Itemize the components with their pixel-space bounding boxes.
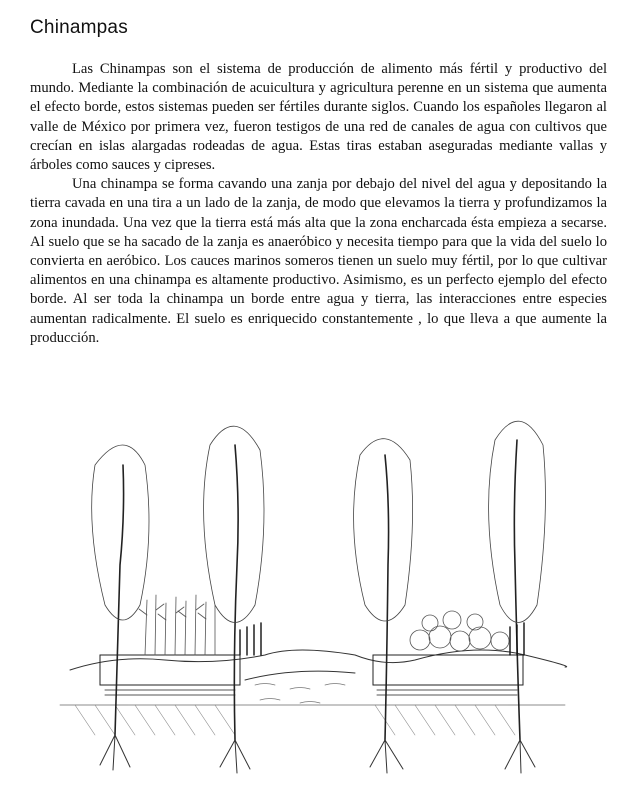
tree-canopies: [92, 421, 546, 622]
vegetable-crops: [410, 611, 509, 651]
page-title: Chinampas: [30, 17, 128, 38]
body-text: [30, 60, 607, 348]
corn-crops: [139, 595, 215, 655]
tree-roots: [100, 735, 535, 773]
paragraph-1: Las Chinampas son el sistema de producción de alimento más fértil y productivo del mundo. Mediante la combinación de acuicultura y agricultura perenne en un sistema que aumenta el efecto borde, estos sistemas pueden ser fértiles durante siglos. Cuando los españoles llegaron al valle de México por primera vez, fueron testigos de una red de canales de agua con cultivos que crecían en islas alargadas rodeadas de agua. Estas tiras estaban aseguradas mediante vallas y árboles como sauces y cipreses.: [30, 61, 607, 174]
water-ripples: [255, 684, 345, 704]
water-line: [245, 671, 355, 680]
soil-hatching: [75, 705, 515, 735]
chinampa-illustration: [55, 405, 575, 775]
right-bank: [373, 655, 523, 685]
ground-line-left: [70, 650, 567, 670]
paragraph-2: Una chinampa se forma cavando una zanja por debajo del nivel del agua y depositando la tierra cavada en una tira a un lado de la zanja, de modo que elevamos la tierra y profundizamos la zona inundada. Una vez que la tierra está más alta que la zona encharcada ésta empieza a secarse. Al suelo que se ha sacado de la zanja es anaeróbico y necesita tiempo para que la vida del suelo lo convierta en aeróbico. Los cauces marinos someros tienen un suelo muy fértil, por lo que cultivar alimentos en una chinampa es altamente productivo. Asimismo, es un perfecto ejemplo del efecto borde. Al ser toda la chinampa un borde entre agua y tierra, las interacciones entre especies aumentan radicalmente. El suelo es enriquecido constantemente , lo que lleva a que aumente la producción.: [30, 176, 607, 346]
